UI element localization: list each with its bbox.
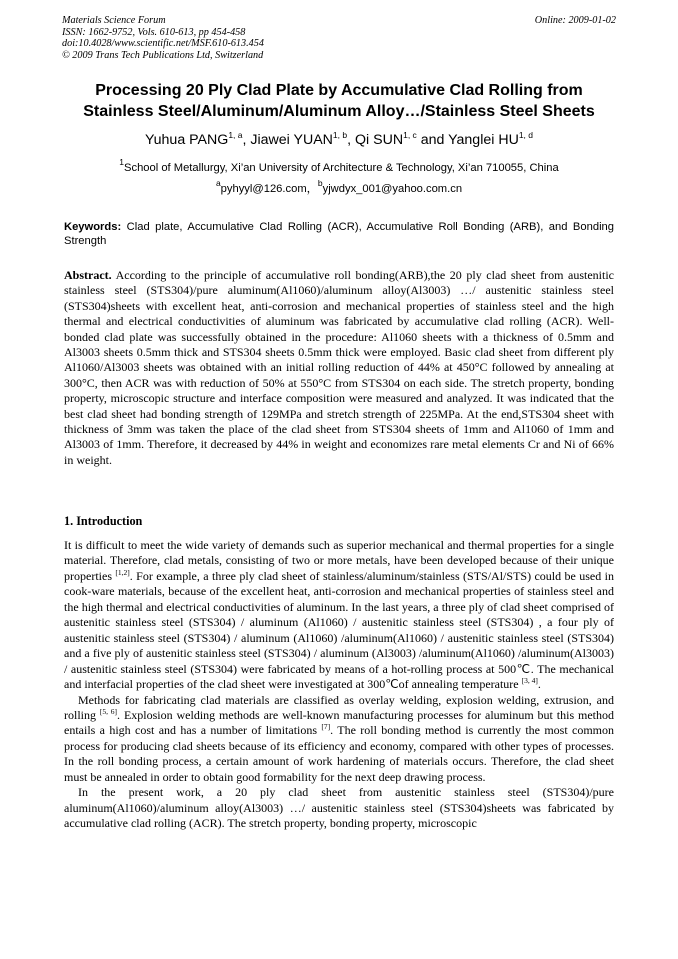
title-line-1: Processing 20 Ply Clad Plate by Accumulative Clad Rolling from — [95, 82, 583, 99]
paragraph — [64, 538, 614, 693]
author-affil-mark: 1, d — [518, 130, 534, 140]
email-address[interactable]: yjwdyx_001@yahoo.com.cn — [322, 183, 463, 195]
paragraph-text: . For example, a three ply clad sheet of stainless/aluminum/stainless (STS/Al/STS) could be used in cook-ware materials, because of the excellent heat, anti-corrosion and mechanical properties of stainless steel and the high thermal and electrical conductivities of aluminum. In the last years, a three ply of clad sheet comprised of austenitic stainless steel (STS304) / aluminum (Al1060) / austenitic stainless steel (STS304) , a four ply of austenitic stainless steel (STS304) / aluminum (Al1060) /aluminum(Al1060) / austenitic stainless steel (STS304) and a five ply of austenitic stainless steel (STS304) / aluminum (Al3003) /aluminum(Al1060) /aluminum(Al3003) / austenitic stainless steel (STS304) were fabricated by means of a hot-rolling process at 500℃. The mechanical and interfacial properties of the clad sheet were investigated at 300℃of annealing temperature — [64, 568, 614, 692]
author-separator: , — [347, 132, 355, 148]
affiliation-text: School of Metallurgy, Xi’an University of Architecture & Technology, Xi’an 710055, China — [124, 162, 559, 174]
citation[interactable]: [7] — [321, 722, 331, 732]
keywords-text: Clad plate, Accumulative Clad Rolling (ACR), Accumulative Roll Bonding (ARB), and Bonding Strength — [64, 221, 614, 247]
citation[interactable]: [5, 6] — [99, 706, 118, 716]
email-mark: a — [215, 178, 221, 188]
email-mark: b — [317, 178, 323, 188]
introduction-body — [64, 538, 614, 832]
author-name: Jiawei YUAN — [250, 132, 333, 148]
citation[interactable]: [3, 4] — [521, 676, 538, 686]
paper-title — [40, 80, 638, 122]
keywords — [64, 221, 614, 249]
affiliation-mark: 1 — [119, 157, 125, 167]
title-line-2: Stainless Steel/Aluminum/Aluminum Alloy…/Stainless Steel Sheets — [83, 103, 595, 120]
author-list — [40, 131, 638, 149]
online-date: Online: 2009-01-02 — [534, 15, 616, 26]
section-heading: 1. Introduction — [64, 514, 143, 528]
author-separator: , — [242, 132, 251, 148]
abstract-text: According to the principle of accumulative roll bonding(ARB),the 20 ply clad sheet from austenitic stainless steel (STS304)/pure aluminum(Al1060)/aluminum alloy(Al3003) …/ austenitic stainless steel (STS304)sheets with excellent heat, anti-corrosion and mechanical properties of stainless steel and the high thermal and electrical conductivities of aluminum was fabricated by accumulative clad rolling (ACR). Well-bonded clad plate was successfully obtained in the procedure: Al1060 sheets with a thickness of 0.5mm and Al3003 sheets 0.5mm thick and STS304 sheets 0.5mm thick were employed. Basic clad sheet from different ply Al1060/Al3003 sheets was obtained with an initial rolling reduction of 44% at 450°C followed by annealing at 300°C, then ACR was with reduction of 50% at 550°C from STS304 on each side. The stretch property, bonding property, microscopic structure and interface composition were measured and analyzed. It was indicated that the best clad sheet had bonding strength of 129MPa and stretch strength of 225MPa. At the end,STS304 sheet with thickness of 3mm was taken the place of the clad sheet from STS304 sheets of 1mm and Al1060 of 1mm and Al3003 of 1mm. Therefore, it decreased by 44% in weight and economizes rare metal elements Cr and Ni of 66% in weight. — [64, 268, 614, 467]
author-name: Yanglei HU — [448, 132, 519, 148]
abstract — [64, 268, 614, 468]
email-separator: ， — [306, 183, 318, 195]
journal-name: Materials Science Forum — [62, 15, 166, 26]
paragraph-text: . — [537, 677, 541, 692]
author-name: Yuhua PANG — [144, 132, 229, 148]
author-name: Qi SUN — [355, 132, 404, 148]
abstract-label: Abstract. — [64, 268, 112, 282]
email-list — [40, 178, 638, 196]
doi-line: doi:10.4028/www.scientific.net/MSF.610-613.454 — [62, 38, 264, 50]
paragraph-text: . Explosion welding methods are well-known manufacturing processes for aluminum but this method entails a high cost and has a number of limitations — [64, 707, 615, 738]
paragraph-text: . The roll bonding method is currently the most common process for producing clad sheets because of its efficiency and economy, compared with other types of processes. In the roll bonding process, a certain amount of work hardening of materials occurs. Therefore, the clad sheet must be annealed in order to obtain good formability for the next deep drawing process. — [64, 723, 614, 784]
paragraph-text: It is difficult to meet the wide variety of demands such as superior mechanical and thermal properties for a single material. Therefore, clad metals, consisting of two or more metals, have been developed because of their unique properties — [64, 538, 614, 583]
copyright-line: © 2009 Trans Tech Publications Ltd, Switzerland — [62, 49, 264, 61]
citation[interactable]: [1,2] — [115, 567, 130, 577]
author-affil-mark: 1, b — [332, 130, 348, 140]
keywords-label: Keywords: — [64, 221, 122, 233]
author-affil-mark: 1, c — [403, 130, 417, 140]
author-affil-mark: 1, a — [228, 130, 243, 140]
paragraph-text: Methods for fabricating clad materials are classified as overlay welding, explosion welding, extrusion, and rolling — [64, 692, 614, 722]
paragraph — [64, 693, 614, 786]
issn-line: ISSN: 1662-9752, Vols. 610-613, pp 454-458 — [62, 26, 246, 38]
journal-info — [62, 15, 264, 61]
author-separator: and — [416, 132, 449, 148]
email-address[interactable]: pyhyyl@126.com — [220, 183, 307, 195]
paragraph: In the present work, a 20 ply clad sheet from austenitic stainless steel (STS304)/pure aluminum(Al1060)/aluminum alloy(Al3003) …/ austenitic stainless steel (STS304)sheets was fabricated by accumulative clad rolling (ACR). The stretch property, bonding property, microscopic — [64, 785, 614, 831]
affiliation — [40, 157, 638, 175]
